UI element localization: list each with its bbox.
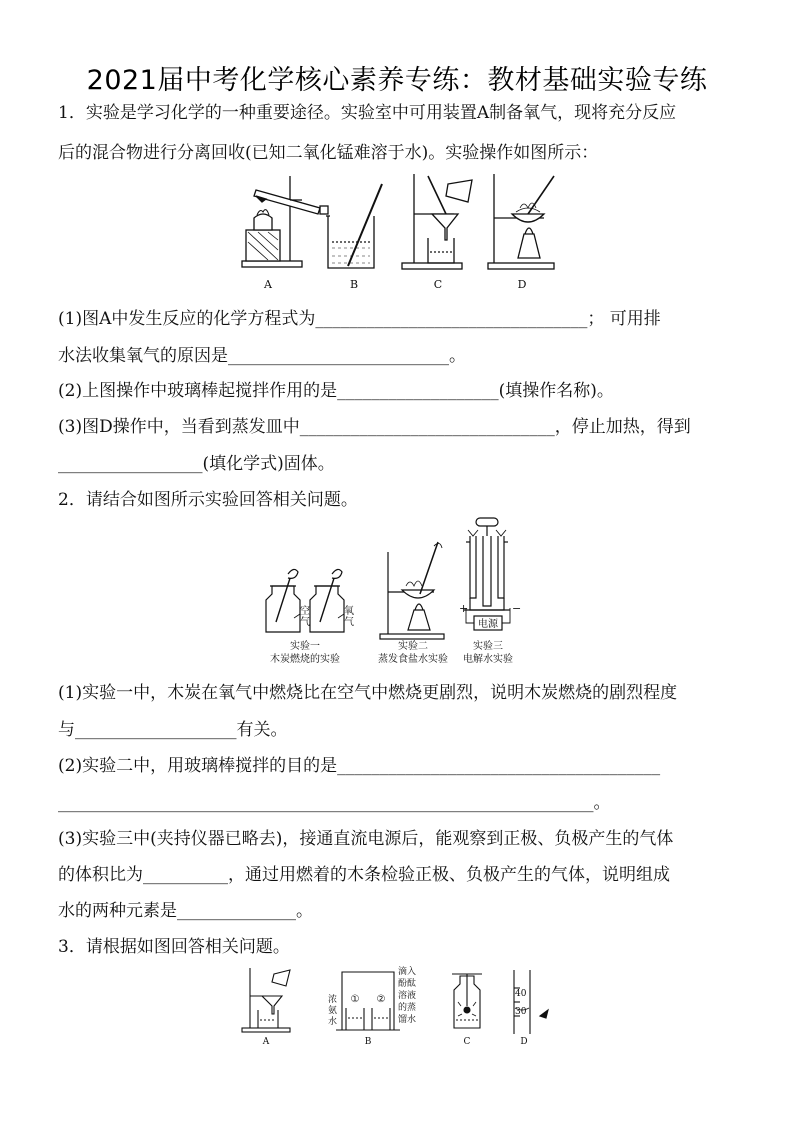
q2-exp1-name: 木炭燃烧的实验 — [270, 654, 340, 665]
q3-apparatus-b — [328, 965, 416, 1047]
q1-apparatus-a — [242, 176, 328, 267]
q3-intro: 3．请根据如图回答相关问题。 — [58, 937, 290, 957]
q3-beaker-2: ② — [376, 994, 386, 1005]
q2-experiment-2 — [380, 542, 444, 639]
q1-part1-line-2: 水法收集氧气的原因是__________________________。 — [58, 346, 466, 366]
q3-ammonia-1: 浓 — [328, 995, 338, 1005]
q2-label-oxygen-2: 气 — [344, 617, 354, 628]
q3-phenol-4: 的蒸 — [398, 1003, 417, 1013]
q1-label-b: B — [349, 278, 359, 291]
q2-intro: 2．请结合如图所示实验回答相关问题。 — [58, 490, 358, 510]
q2-power-label: 电源 — [478, 619, 498, 630]
q3-label-a: A — [262, 1037, 270, 1047]
q3-phenol-2: 酚酞 — [398, 979, 417, 989]
q2-part1-line-2: 与___________________有关。 — [58, 720, 288, 740]
q1-label-a: A — [264, 278, 272, 291]
q2-exp2-title: 实验二 — [398, 641, 428, 652]
q2-experiment-3 — [459, 518, 521, 630]
q2-part2-line-1: (2)实验二中，用玻璃棒搅拌的目的是______________________________________ — [58, 756, 661, 776]
q1-intro-line-1: 1．实验是学习化学的一种重要途径。实验室中可用装置A制备氧气，现将充分反应 — [58, 103, 677, 123]
q1-apparatus-b — [326, 184, 382, 268]
q2-part2-line-2: _______________________________________________________________。 — [58, 793, 611, 813]
q2-part1-line-1: (1)实验一中，木炭在氧气中燃烧比在空气中燃烧更剧烈，说明木炭燃烧的剧烈程度 — [58, 683, 678, 703]
q2-plus-sign: + — [459, 602, 469, 615]
q3-beaker-1: ① — [350, 994, 360, 1005]
q2-part3-line-3: 水的两种元素是______________。 — [58, 901, 313, 921]
q1-part2: (2)上图操作中玻璃棒起搅拌作用的是___________________(填操作名称)。 — [58, 381, 614, 401]
q2-part3-line-1: (3)实验三中(夹持仪器已略去)，接通直流电源后，能观察到正极、负极产生的气体 — [58, 829, 674, 849]
q3-ammonia-2: 氨 — [328, 1006, 338, 1016]
q1-label-c: C — [433, 278, 443, 291]
q2-minus-sign: − — [512, 602, 522, 615]
q2-exp2-name: 蒸发食盐水实验 — [378, 654, 448, 665]
q2-label-air-1: 空 — [300, 606, 310, 617]
page-title: 2021届中考化学核心素养专练：教材基础实验专练 — [86, 65, 708, 96]
q3-apparatus-a — [242, 968, 290, 1047]
q3-tick-30: 30 — [515, 1007, 527, 1017]
q3-label-c: C — [463, 1037, 471, 1047]
q3-ammonia-3: 水 — [328, 1017, 338, 1027]
q1-apparatus-c — [402, 174, 472, 269]
q2-exp3-name: 电解水实验 — [463, 654, 513, 665]
q3-label-b: B — [364, 1037, 372, 1047]
q3-apparatus-c — [452, 974, 482, 1047]
q1-part3-line-1: (3)图D操作中，当看到蒸发皿中______________________________，停止加热，得到 — [58, 417, 691, 437]
q1-apparatus-d — [488, 174, 554, 269]
q3-phenol-5: 馏水 — [398, 1015, 417, 1025]
q2-label-air-2: 气 — [300, 617, 310, 628]
q2-figure — [258, 512, 542, 668]
q2-part3-line-2: 的体积比为__________，通过用燃着的木条检验正极、负极产生的气体，说明组成 — [58, 865, 670, 885]
q2-experiment-1 — [266, 569, 354, 632]
q2-exp1-title: 实验一 — [290, 641, 320, 652]
q3-label-d: D — [520, 1037, 528, 1047]
q3-figure — [236, 962, 556, 1048]
q2-label-oxygen-1: 氧 — [344, 606, 354, 617]
q1-figure — [232, 168, 562, 292]
q2-exp3-title: 实验三 — [473, 641, 503, 652]
q1-intro-line-2: 后的混合物进行分离回收(已知二氧化锰难溶于水)。实验操作如图所示： — [58, 143, 599, 163]
q1-label-d: D — [517, 278, 527, 291]
q3-phenol-3: 溶液 — [398, 991, 417, 1001]
q3-tick-40: 40 — [515, 989, 527, 999]
q1-part1-line-1: (1)图A中发生反应的化学方程式为________________________________； 可用排 — [58, 309, 661, 329]
q1-part3-line-2: _________________(填化学式)固体。 — [58, 454, 335, 474]
q3-apparatus-d — [514, 970, 548, 1047]
q3-phenol-1: 滴入 — [398, 967, 417, 977]
